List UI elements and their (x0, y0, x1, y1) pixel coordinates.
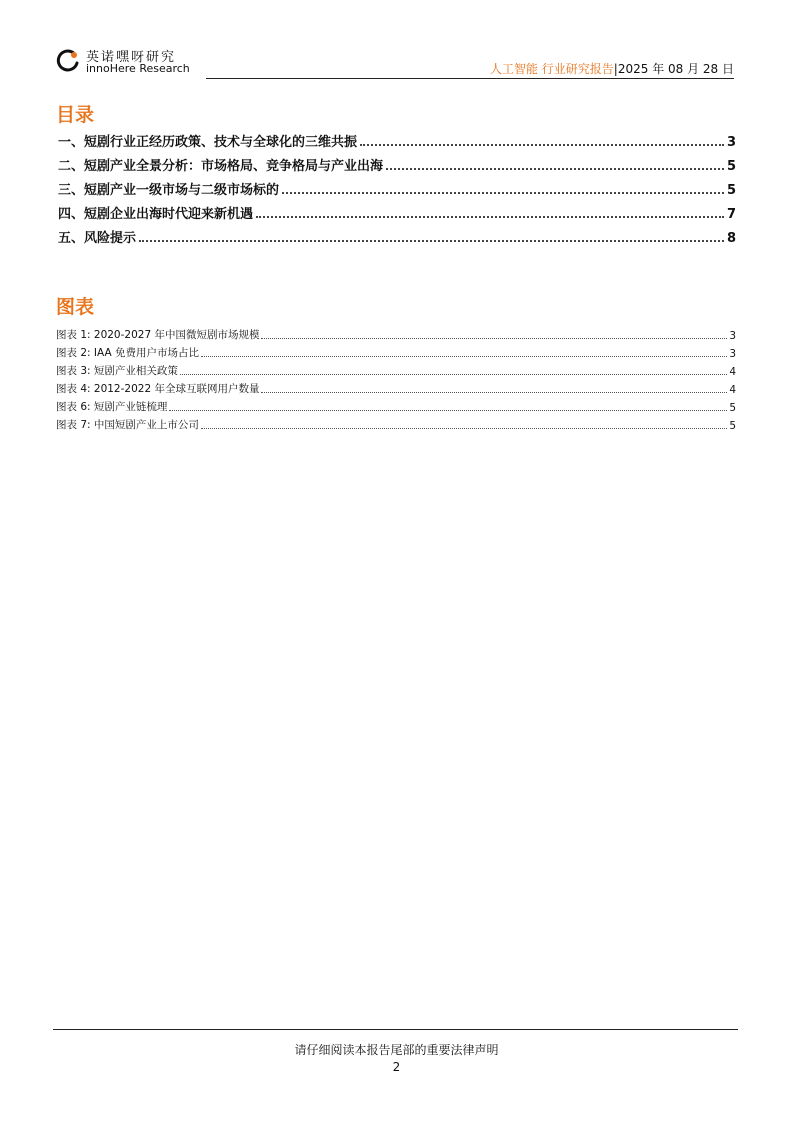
figure-leader-dots (201, 356, 727, 357)
figure-leader-dots (201, 428, 727, 429)
figure-item[interactable] (56, 324, 736, 342)
figure-item-page: 4 (729, 384, 736, 396)
toc-item-page: 7 (726, 207, 736, 222)
figure-item-page: 4 (729, 366, 736, 378)
toc-item[interactable] (58, 150, 736, 174)
page-number: 2 (392, 1060, 401, 1074)
logo-mark-icon (56, 48, 80, 72)
figure-item-page: 3 (729, 348, 736, 360)
figure-item[interactable] (56, 414, 736, 432)
toc-item[interactable] (58, 174, 736, 198)
toc-item[interactable] (58, 222, 736, 246)
report-type: 行业研究报告 (541, 62, 614, 76)
brand-logo (56, 46, 196, 78)
figure-item-label: 图表 2: IAA 免费用户市场占比 (56, 347, 199, 359)
figure-item-page: 5 (729, 402, 736, 414)
figures-list (56, 324, 736, 432)
toc-item-page: 5 (726, 183, 736, 198)
footer-divider (53, 1029, 738, 1030)
report-category: 人工智能 (489, 62, 538, 76)
figure-leader-dots (261, 338, 727, 339)
report-separator: | (613, 62, 618, 76)
toc-item-page: 8 (726, 231, 736, 246)
figure-item-label: 图表 7: 中国短剧产业上市公司 (56, 419, 199, 431)
toc-item-label: 三、短剧产业一级市场与二级市场标的 (58, 183, 280, 198)
toc-item-label: 二、短剧产业全景分析：市场格局、竞争格局与产业出海 (58, 159, 384, 174)
toc-title: 目录 (56, 104, 95, 126)
report-tag (490, 60, 734, 77)
toc-item-label: 一、短剧行业正经历政策、技术与全球化的三维共振 (58, 135, 358, 150)
toc-item[interactable] (58, 198, 736, 222)
toc-item-page: 5 (726, 159, 736, 174)
toc-list (58, 126, 736, 246)
legal-notice: 请仔细阅读本报告尾部的重要法律声明 (294, 1043, 499, 1057)
logo-english-text: innoHere Research (86, 62, 190, 75)
toc-item[interactable] (58, 126, 736, 150)
figure-item-page: 3 (729, 330, 736, 342)
figure-leader-dots (180, 374, 727, 375)
toc-leader-dots (386, 168, 724, 170)
figure-item-label: 图表 1: 2020-2027 年中国微短剧市场规模 (56, 329, 260, 341)
figure-leader-dots (261, 392, 727, 393)
report-date: 2025 年 08 月 28 日 (617, 62, 734, 76)
toc-leader-dots (282, 192, 724, 194)
toc-leader-dots (139, 240, 724, 242)
toc-item-label: 五、风险提示 (58, 231, 137, 246)
figure-item-label: 图表 4: 2012-2022 年全球互联网用户数量 (56, 383, 260, 395)
figure-item-page: 5 (729, 420, 736, 432)
figures-title: 图表 (56, 296, 95, 318)
figure-item-label: 图表 6: 短剧产业链梳理 (56, 401, 168, 413)
header-divider (206, 78, 734, 79)
toc-item-page: 3 (726, 135, 736, 150)
figure-item[interactable] (56, 360, 736, 378)
figure-item[interactable] (56, 396, 736, 414)
toc-leader-dots (360, 144, 724, 146)
toc-item-label: 四、短剧企业出海时代迎来新机遇 (58, 207, 254, 222)
toc-leader-dots (256, 216, 724, 218)
page-header (0, 0, 793, 90)
figure-item-label: 图表 3: 短剧产业相关政策 (56, 365, 178, 377)
figure-item[interactable] (56, 378, 736, 396)
figure-leader-dots (169, 410, 727, 411)
figure-item[interactable] (56, 342, 736, 360)
logo-chinese-text: 英诺嘿呀研究 (86, 50, 177, 65)
